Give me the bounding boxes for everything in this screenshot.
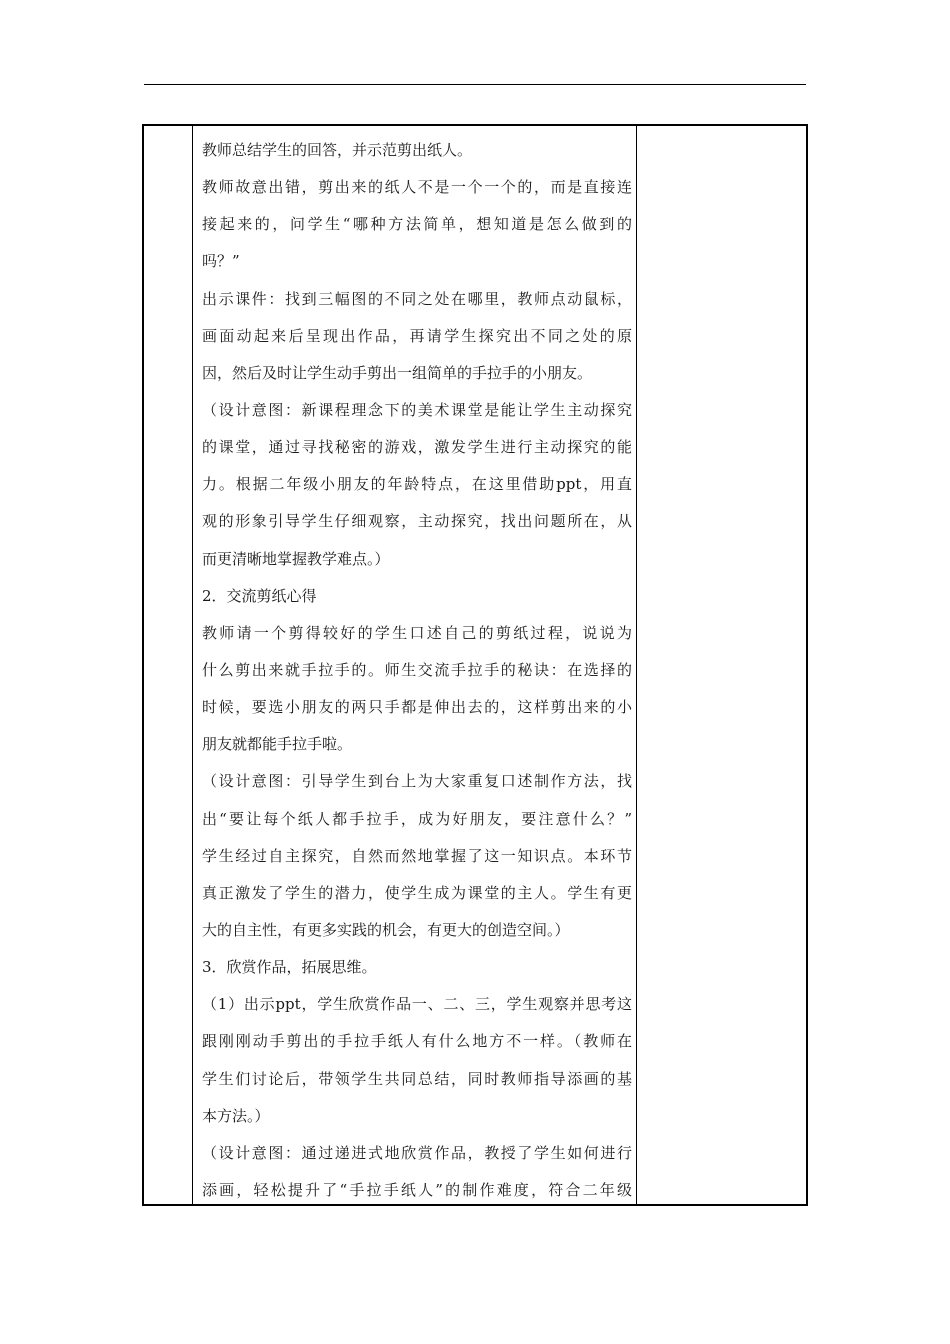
column-divider-right (636, 126, 637, 1204)
text-line: （设计意图：通过递进式地欣赏作品，教授了学生如何进行 (202, 1143, 632, 1162)
text-line: 时候，要选小朋友的两只手都是伸出去的，这样剪出来的小 (202, 698, 632, 717)
text-line: 力。根据二年级小朋友的年龄特点，在这里借助ppt，用直 (202, 475, 632, 494)
text-line: 学生们讨论后，带领学生共同总结，同时教师指导添画的基 (202, 1069, 632, 1088)
text-line: 3．欣赏作品，拓展思维。 (202, 958, 377, 977)
text-line: 观的形象引导学生仔细观察，主动探究，找出问题所在，从 (202, 512, 632, 531)
text-line: 因，然后及时让学生动手剪出一组简单的手拉手的小朋友。 (202, 363, 593, 382)
text-line: 本方法。） (202, 1106, 270, 1125)
column-divider-left (192, 126, 193, 1204)
text-line: 出示课件：找到三幅图的不同之处在哪里，教师点动鼠标， (202, 289, 632, 308)
text-line: 朋友就都能手拉手啦。 (202, 735, 353, 754)
text-line: 学生经过自主探究，自然而然地掌握了这一知识点。本环节 (202, 846, 632, 865)
text-line: （1）出示ppt，学生欣赏作品一、二、三，学生观察并思考这 (202, 995, 632, 1014)
text-line: 添画，轻松提升了“手拉手纸人”的制作难度，符合二年级 (202, 1180, 632, 1199)
text-line: 2．交流剪纸心得 (202, 586, 317, 605)
text-line: 教师故意出错，剪出来的纸人不是一个一个的，而是直接连 (202, 178, 632, 197)
text-line: 教师请一个剪得较好的学生口述自己的剪纸过程，说说为 (202, 623, 632, 642)
text-line: 接起来的，问学生“哪种方法简单，想知道是怎么做到的 (202, 215, 632, 234)
text-line: 大的自主性，有更多实践的机会，有更大的创造空间。） (202, 920, 570, 939)
teaching-process-cell (202, 132, 632, 1209)
text-line: 什么剪出来就手拉手的。师生交流手拉手的秘诀：在选择的 (202, 660, 632, 679)
text-line: 教师总结学生的回答，并示范剪出纸人。 (202, 141, 473, 159)
text-line: 真正激发了学生的潜力，使学生成为课堂的主人。学生有更 (202, 883, 632, 902)
lesson-plan-table (142, 124, 808, 1206)
text-line: 吗？” (202, 252, 240, 271)
text-line: 跟刚刚动手剪出的手拉手纸人有什么地方不一样。（教师在 (202, 1032, 632, 1051)
text-line: 画面动起来后呈现出作品，再请学生探究出不同之处的原 (202, 326, 632, 345)
text-line: （设计意图：新课程理念下的美术课堂是能让学生主动探究 (202, 400, 632, 419)
text-line: 而更清晰地掌握教学难点。） (202, 549, 390, 568)
text-line: 出“要让每个纸人都手拉手，成为好朋友，要注意什么？” (202, 809, 632, 828)
text-line: （设计意图：引导学生到台上为大家重复口述制作方法，找 (202, 772, 632, 791)
text-line: 的课堂，通过寻找秘密的游戏，激发学生进行主动探究的能 (202, 438, 632, 457)
header-rule (144, 84, 806, 85)
